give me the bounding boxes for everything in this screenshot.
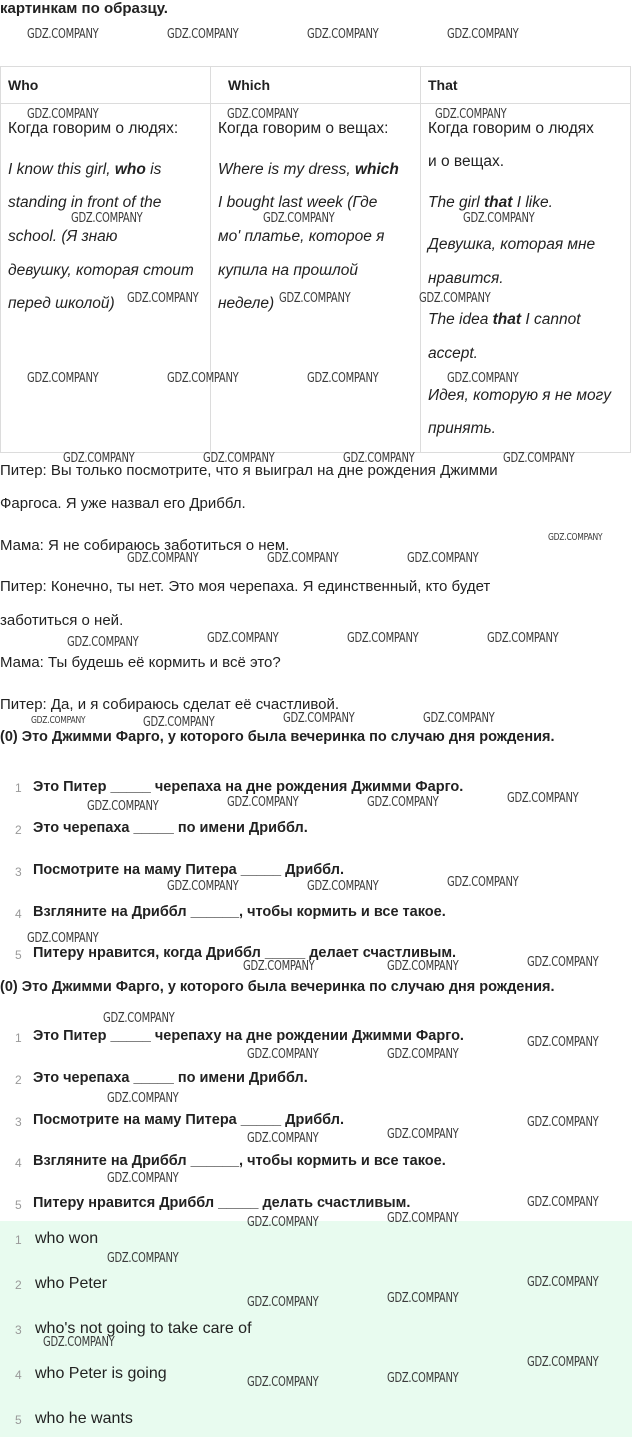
col-which-line: неделе) (218, 295, 275, 312)
exercise2-item-number: 4 (15, 1156, 22, 1170)
watermark: GDZ.COMPANY (167, 879, 239, 894)
watermark: GDZ.COMPANY (527, 1035, 599, 1050)
dialog-line: Питер: Да, и я собираюсь сделат её счастливой. (0, 696, 340, 713)
watermark: GDZ.COMPANY (247, 1215, 319, 1230)
watermark: GDZ.COMPANY (203, 451, 275, 466)
watermark: GDZ.COMPANY (447, 875, 519, 890)
col-that-title: Когда говорим о людях (428, 120, 594, 137)
col-who-line: standing in front of the (8, 194, 162, 211)
answers-panel (0, 1221, 632, 1437)
col-that-line: Девушка, которая мне (428, 236, 596, 253)
exercise2-item-text: Это Питер _____ черепаху на дне рождении Джимми Фарго. (33, 1028, 464, 1044)
col-that-line: accept. (428, 345, 478, 362)
watermark: GDZ.COMPANY (247, 1047, 319, 1062)
exercise1-item-text: Посмотрите на маму Питера _____ Дриббл. (33, 862, 345, 878)
watermark: GDZ.COMPANY (367, 795, 439, 810)
watermark: GDZ.COMPANY (527, 1355, 599, 1370)
watermark: GDZ.COMPANY (263, 211, 335, 226)
watermark: GDZ.COMPANY (487, 631, 559, 646)
watermark: GDZ.COMPANY (43, 1335, 115, 1350)
col-that-line: The girl that I like. (428, 194, 553, 211)
col-that-line: нравится. (428, 270, 504, 287)
watermark: GDZ.COMPANY (247, 1375, 319, 1390)
col-which-line: Where is my dress, which (218, 161, 399, 178)
watermark: GDZ.COMPANY (387, 959, 459, 974)
answer-number: 1 (15, 1233, 22, 1247)
watermark: GDZ.COMPANY (527, 1275, 599, 1290)
dialog-line: Мама: Ты будешь её кормить и всё это? (0, 654, 281, 671)
watermark: GDZ.COMPANY (387, 1047, 459, 1062)
answer-number: 5 (15, 1413, 22, 1427)
answer-text: who Peter is going (35, 1365, 167, 1382)
table-header-which: Which (210, 66, 421, 104)
answer-text: who he wants (35, 1410, 133, 1427)
watermark: GDZ.COMPANY (107, 1171, 179, 1186)
exercise1-item-number: 5 (15, 948, 22, 962)
watermark: GDZ.COMPANY (31, 715, 86, 726)
answer-number: 3 (15, 1323, 22, 1337)
watermark: GDZ.COMPANY (347, 631, 419, 646)
watermark: GDZ.COMPANY (247, 1131, 319, 1146)
answer-text: who won (35, 1230, 99, 1247)
watermark: GDZ.COMPANY (167, 27, 239, 42)
dialog-line: Мама: Я не собираюсь заботиться о нем. (0, 537, 290, 554)
watermark: GDZ.COMPANY (267, 551, 339, 566)
watermark: GDZ.COMPANY (107, 1251, 179, 1266)
col-who-title: Когда говорим о людях: (8, 120, 179, 137)
watermark: GDZ.COMPANY (447, 371, 519, 386)
col-which-line: купила на прошлой (218, 262, 358, 279)
col-that-line: принять. (428, 420, 496, 437)
watermark: GDZ.COMPANY (127, 291, 199, 306)
watermark: GDZ.COMPANY (227, 107, 299, 122)
watermark: GDZ.COMPANY (27, 371, 99, 386)
watermark: GDZ.COMPANY (243, 959, 315, 974)
watermark: GDZ.COMPANY (127, 551, 199, 566)
watermark: GDZ.COMPANY (227, 795, 299, 810)
watermark: GDZ.COMPANY (307, 879, 379, 894)
answer-text: who Peter (35, 1275, 108, 1292)
relative-pronoun-table (0, 66, 631, 453)
dialog-line: Питер: Конечно, ты нет. Это моя черепаха. Я единственный, кто будет (0, 578, 491, 595)
exercise1-example: (0) Это Джимми Фарго, у которого была вечеринка по случаю дня рождения. (0, 729, 555, 745)
exercise1-item-text: Это черепаха _____ по имени Дриббл. (33, 820, 308, 836)
watermark: GDZ.COMPANY (343, 451, 415, 466)
col-that-line: The idea that I cannot (428, 311, 581, 328)
exercise2-item-number: 3 (15, 1115, 22, 1129)
answer-number: 2 (15, 1278, 22, 1292)
watermark: GDZ.COMPANY (63, 451, 135, 466)
dialog-line: заботиться о ней. (0, 612, 124, 629)
exercise2-example: (0) Это Джимми Фарго, у которого была вечеринка по случаю дня рождения. (0, 979, 555, 995)
watermark: GDZ.COMPANY (527, 1115, 599, 1130)
watermark: GDZ.COMPANY (423, 711, 495, 726)
dialog-line: Фаргоса. Я уже назвал его Дриббл. (0, 495, 246, 512)
exercise2-item-text: Посмотрите на маму Питера _____ Дриббл. (33, 1112, 345, 1128)
watermark: GDZ.COMPANY (27, 27, 99, 42)
col-who-line: I know this girl, who is (8, 161, 162, 178)
watermark: GDZ.COMPANY (307, 371, 379, 386)
watermark: GDZ.COMPANY (307, 27, 379, 42)
watermark: GDZ.COMPANY (435, 107, 507, 122)
watermark: GDZ.COMPANY (463, 211, 535, 226)
watermark: GDZ.COMPANY (27, 931, 99, 946)
answer-number: 4 (15, 1368, 22, 1382)
watermark: GDZ.COMPANY (527, 955, 599, 970)
exercise2-item-text: Это черепаха _____ по имени Дриббл. (33, 1070, 308, 1086)
answer-text: who's not going to take care of (35, 1320, 252, 1337)
watermark: GDZ.COMPANY (283, 711, 355, 726)
col-who-line: перед школой) (8, 295, 115, 312)
col-that-title-2: и о вещах. (428, 153, 505, 170)
table-header-who: Who (0, 66, 211, 104)
exercise1-item-number: 3 (15, 865, 22, 879)
col-which-line: I bought last week (Где (218, 194, 378, 211)
watermark: GDZ.COMPANY (167, 371, 239, 386)
exercise1-item-number: 4 (15, 907, 22, 921)
dialog-line: Питер: Вы только посмотрите, что я выиграл на дне рождения Джимми (0, 462, 498, 479)
col-which-line: мо' платье, которое я (218, 228, 385, 245)
exercise2-item-text: Питеру нравится Дриббл _____ делать счастливым. (33, 1195, 411, 1211)
page-heading: картинкам по образцу. (0, 0, 168, 17)
watermark: GDZ.COMPANY (71, 211, 143, 226)
watermark: GDZ.COMPANY (247, 1295, 319, 1310)
exercise1-item-text: Это Питер _____ черепаха на дне рождения Джимми Фарго. (33, 779, 464, 795)
watermark: GDZ.COMPANY (407, 551, 479, 566)
col-which-title: Когда говорим о вещах: (218, 120, 389, 137)
watermark: GDZ.COMPANY (387, 1211, 459, 1226)
exercise2-item-number: 5 (15, 1198, 22, 1212)
col-who-line: девушку, которая стоит (8, 262, 194, 279)
col-that-line: Идея, которую я не могу (428, 387, 611, 404)
watermark: GDZ.COMPANY (548, 532, 603, 543)
exercise2-item-text: Взгляните на Дриббл ______, чтобы кормить и все такое. (33, 1153, 446, 1169)
exercise2-item-number: 1 (15, 1031, 22, 1045)
watermark: GDZ.COMPANY (387, 1127, 459, 1142)
watermark: GDZ.COMPANY (447, 27, 519, 42)
exercise1-item-text: Питеру нравится, когда Дриббл _____ делает счастливым. (33, 945, 457, 961)
table-header-that: That (420, 66, 631, 104)
watermark: GDZ.COMPANY (507, 791, 579, 806)
watermark: GDZ.COMPANY (107, 1091, 179, 1106)
watermark: GDZ.COMPANY (87, 799, 159, 814)
watermark: GDZ.COMPANY (503, 451, 575, 466)
exercise1-item-text: Взгляните на Дриббл ______, чтобы кормить и все такое. (33, 904, 446, 920)
watermark: GDZ.COMPANY (387, 1291, 459, 1306)
exercise1-item-number: 2 (15, 823, 22, 837)
watermark: GDZ.COMPANY (207, 631, 279, 646)
watermark: GDZ.COMPANY (387, 1371, 459, 1386)
watermark: GDZ.COMPANY (279, 291, 351, 306)
watermark: GDZ.COMPANY (419, 291, 491, 306)
col-who-line: school. (Я знаю (8, 228, 118, 245)
watermark: GDZ.COMPANY (67, 635, 139, 650)
exercise2-item-number: 2 (15, 1073, 22, 1087)
watermark: GDZ.COMPANY (27, 107, 99, 122)
watermark: GDZ.COMPANY (103, 1011, 175, 1026)
watermark: GDZ.COMPANY (143, 715, 215, 730)
watermark: GDZ.COMPANY (527, 1195, 599, 1210)
exercise1-item-number: 1 (15, 781, 22, 795)
